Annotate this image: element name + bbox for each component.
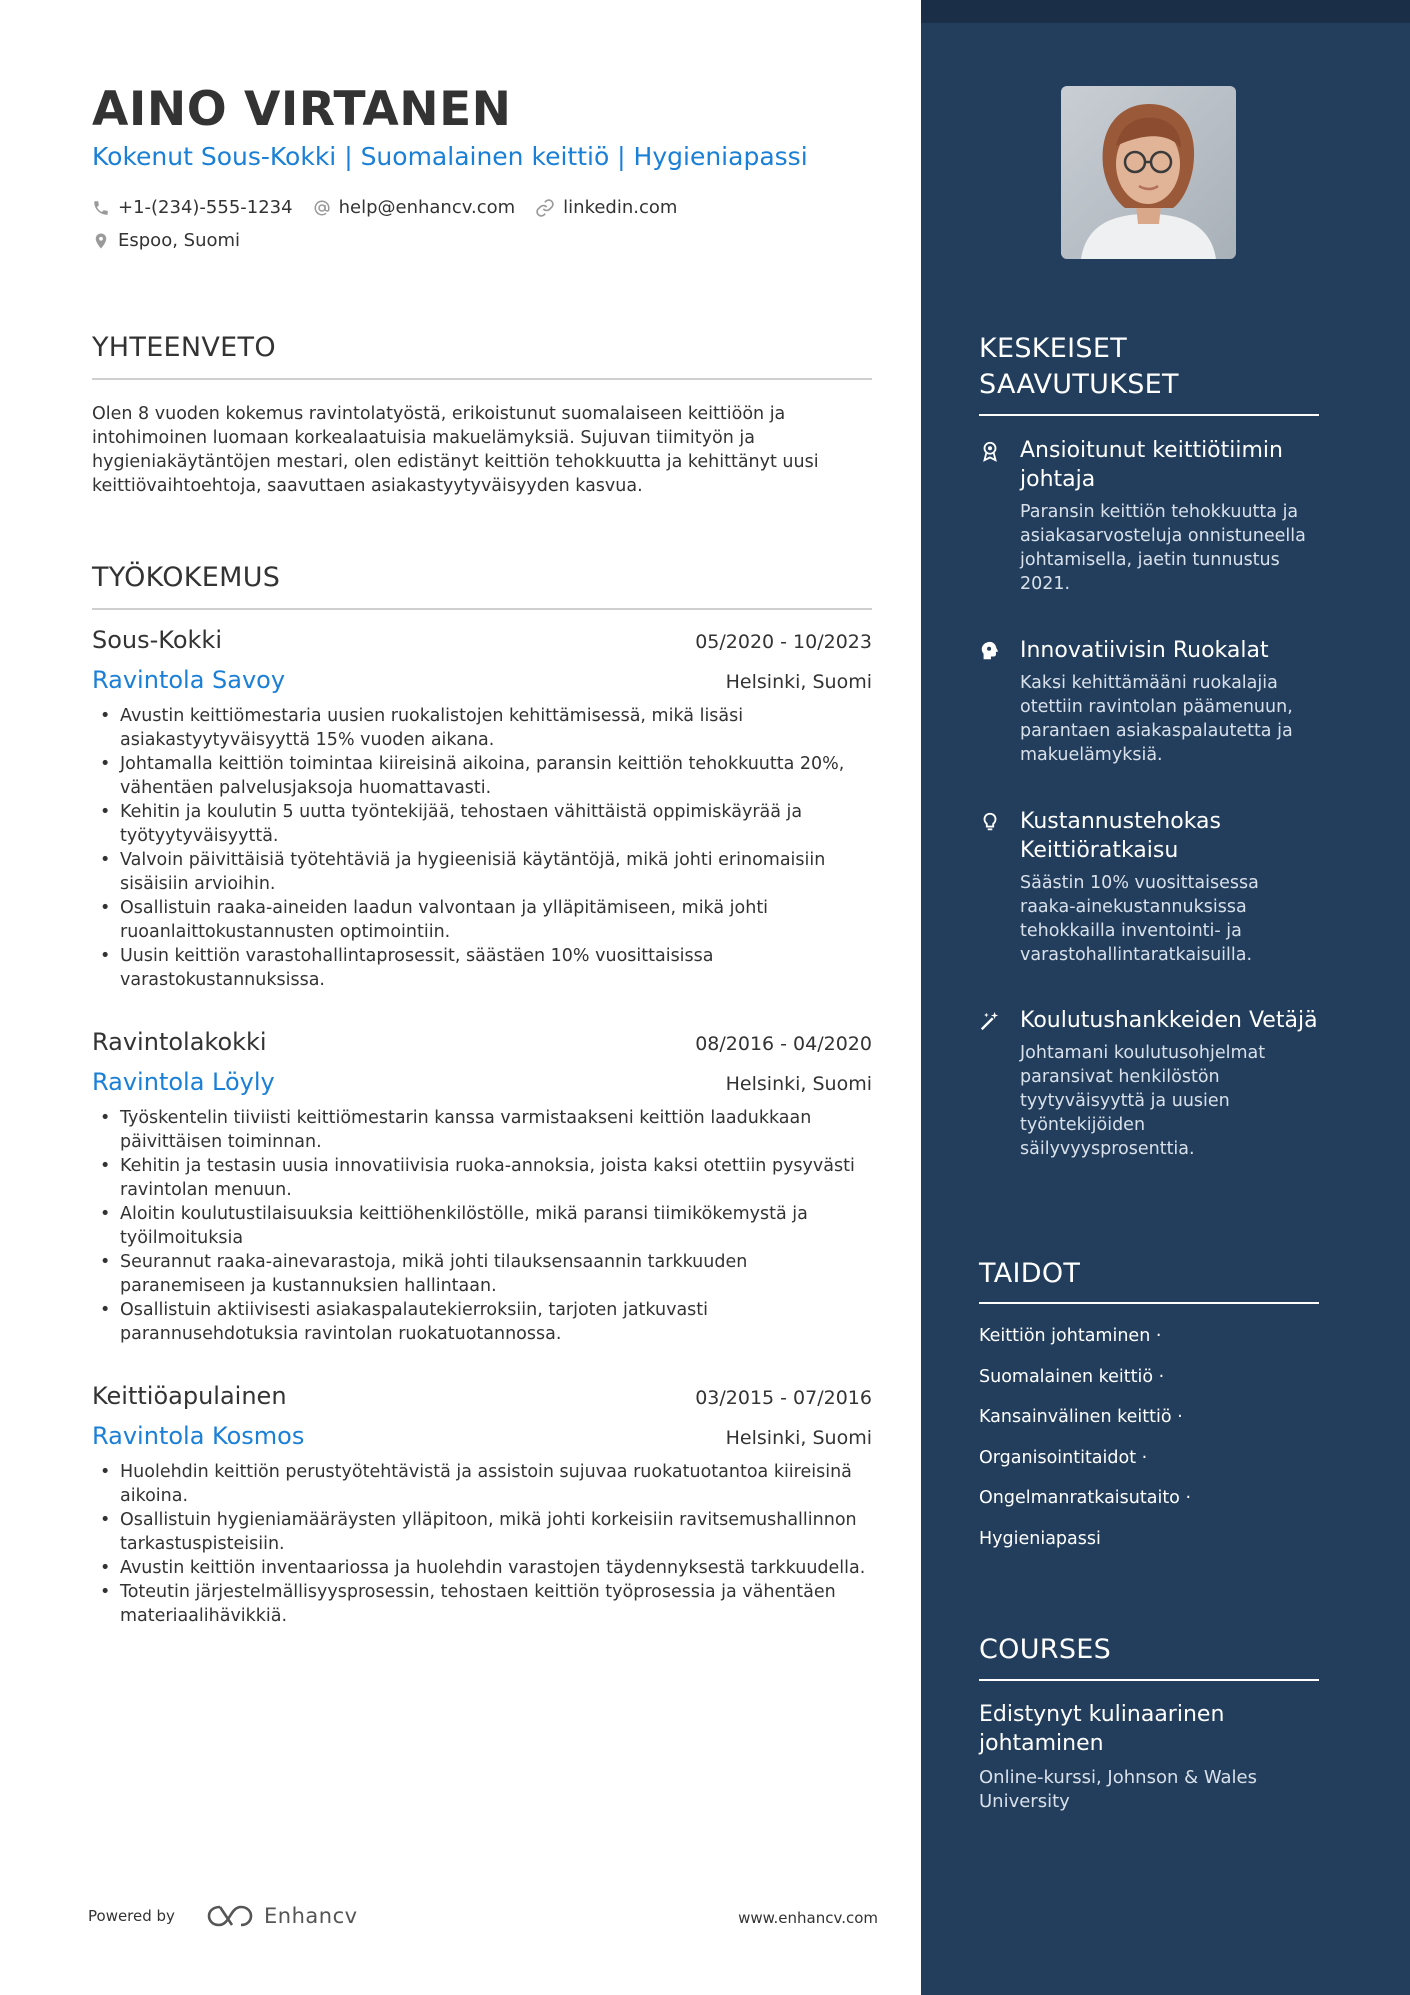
- sidebar-top-band: [921, 0, 1410, 23]
- bullet-item: • Avustin keittiön inventaariossa ja huolehdin varastojen täydennyksestä tarkkuudella.: [92, 1556, 872, 1580]
- profile-photo-illustration: [1061, 86, 1236, 259]
- achievement-title: Kustannustehokas Keittiöratkaisu: [1020, 809, 1221, 863]
- section-divider: [92, 378, 872, 380]
- link-icon: [535, 198, 555, 218]
- achievement-desc: Paransin keittiön tehokkuutta ja asiakasarvosteluja onnistuneella johtamisella, jaetin tunnustus 2021.: [1020, 502, 1306, 594]
- footer: [88, 1900, 878, 1940]
- job-dates: 05/2020 - 10/2023: [695, 631, 872, 653]
- summary-title: YHTEENVETO: [92, 332, 276, 363]
- bullet-item: • Avustin keittiömestaria uusien ruokalistojen kehittämisessä, mikä lisäsi asiakastyytyväisyyttä 15% vuoden aikana.: [92, 704, 872, 752]
- location-pin-icon: [92, 231, 110, 251]
- job-bullets: [92, 704, 872, 992]
- courses-title: COURSES: [979, 1634, 1112, 1665]
- job-bullets: [92, 1460, 872, 1628]
- job-location: Helsinki, Suomi: [725, 671, 872, 693]
- brand-name: Enhancv: [264, 1904, 358, 1928]
- skill-item: Keittiön johtaminen ·: [979, 1326, 1162, 1346]
- job-title: Ravintolakokki: [92, 1028, 267, 1056]
- location-text: Espoo, Suomi: [118, 230, 241, 251]
- at-sign-icon: [313, 199, 331, 217]
- bullet-item: • Osallistuin hygieniamääräysten ylläpitoon, mikä johti korkeisiin ravitsemushallinnon tarkastuspisteisiin.: [92, 1508, 872, 1556]
- award-ribbon-icon: [979, 440, 1001, 462]
- skill-item: Kansainvälinen keittiö ·: [979, 1407, 1183, 1427]
- job-title: Keittiöapulainen: [92, 1382, 287, 1410]
- job-location: Helsinki, Suomi: [725, 1073, 872, 1095]
- job-company: Ravintola Savoy: [92, 666, 286, 694]
- bullet-item: • Kehitin ja koulutin 5 uutta työntekijää, tehostaen vähittäistä oppimiskäyrää ja työtyytyväisyyttä.: [92, 800, 872, 848]
- section-divider: [979, 1302, 1319, 1304]
- bullet-item: • Uusin keittiön varastohallintaprosessit, säästäen 10% vuosittaisissa varastokustannuksissa.: [92, 944, 872, 992]
- sidebar: [921, 0, 1410, 1995]
- enhancv-logo[interactable]: [206, 1902, 358, 1930]
- contact-row: [92, 197, 697, 218]
- achievement-title: Ansioitunut keittiötiimin johtaja: [1020, 438, 1283, 492]
- job-location: Helsinki, Suomi: [725, 1427, 872, 1449]
- phone-icon: [92, 199, 110, 217]
- skill-item: Hygieniapassi: [979, 1529, 1101, 1549]
- job-dates: 08/2016 - 04/2020: [695, 1033, 872, 1055]
- phone-text: +1-(234)-555-1234: [118, 197, 293, 218]
- skill-item: Ongelmanratkaisutaito ·: [979, 1488, 1192, 1508]
- lightbulb-icon: [979, 811, 1001, 833]
- email-text[interactable]: help@enhancv.com: [338, 197, 516, 218]
- contact-email[interactable]: [313, 197, 516, 218]
- head-idea-icon: [979, 640, 1001, 662]
- bullet-item: • Huolehdin keittiön perustyötehtävistä ja assistoin sujuvaa ruokatuotantoa kiireisinä aikoina.: [92, 1460, 872, 1508]
- job-company: Ravintola Kosmos: [92, 1422, 305, 1450]
- section-divider: [979, 414, 1319, 416]
- achievement-item: [979, 436, 1319, 596]
- bullet-item: • Valvoin päivittäisiä työtehtäviä ja hygieenisiä käytäntöjä, mikä johti erinomaisiin sisäisiin arvioihin.: [92, 848, 872, 896]
- section-divider: [92, 608, 872, 610]
- bullet-item: • Johtamalla keittiön toimintaa kiireisinä aikoina, paransin keittiön tehokkuutta 20%, vähentäen palvelusjaksoja huomattavasti.: [92, 752, 872, 800]
- skill-item: Suomalainen keittiö ·: [979, 1367, 1165, 1387]
- bullet-item: • Työskentelin tiiviisti keittiömestarin kanssa varmistaakseni keittiön laadukkaan päivittäisen toiminnan.: [92, 1106, 872, 1154]
- summary-text: Olen 8 vuoden kokemus ravintolatyöstä, erikoistunut suomalaiseen keittiöön ja intohimoinen luomaan korkealaatuisia makuelämyksiä. Sujuvan tiimityön ja hygieniakäytäntöjen mestari, olen edistänyt keittiön tehokkuutta ja kehittänyt uusi keittiövaihtoehtoja, saavuttaen asiakastyytyväisyyden kasvua.: [92, 404, 819, 496]
- achievement-title: Innovatiivisin Ruokalat: [1020, 638, 1269, 663]
- achievements-title-line: KESKEISET: [979, 333, 1128, 364]
- headline: Kokenut Sous-Kokki | Suomalainen keittiö | Hygieniapassi: [92, 142, 808, 171]
- contact-location: [92, 230, 240, 251]
- job-title: Sous-Kokki: [92, 626, 222, 654]
- magic-wand-icon: [979, 1010, 1001, 1032]
- bullet-item: • Osallistuin aktiivisesti asiakaspalautekierroksiin, tarjoten jatkuvasti parannusehdotuksia ravintolan ruokatuotannossa.: [92, 1298, 872, 1346]
- section-divider: [979, 1679, 1319, 1681]
- job-entry: [92, 626, 872, 992]
- achievement-desc: Johtamani koulutusohjelmat paransivat henkilöstön tyytyväisyyttä ja uusien työntekijöiden säilyvyysprosenttia.: [1020, 1043, 1266, 1159]
- profile-photo: [1061, 86, 1236, 259]
- achievements-title: [979, 331, 1179, 403]
- powered-by-label: Powered by: [88, 1907, 175, 1925]
- enhancv-logo-icon: [206, 1902, 254, 1930]
- linkedin-text[interactable]: linkedin.com: [563, 197, 678, 218]
- skills-title: TAIDOT: [979, 1258, 1081, 1289]
- job-company: Ravintola Löyly: [92, 1068, 275, 1096]
- contact-linkedin[interactable]: [535, 197, 677, 218]
- bullet-item: • Seurannut raaka-ainevarastoja, mikä johti tilauksensaannin tarkkuuden paranemiseen ja kustannuksien hallintaan.: [92, 1250, 872, 1298]
- course-title: Edistynyt kulinaarinen johtaminen: [979, 1702, 1225, 1756]
- bullet-item: • Toteutin järjestelmällisyysprosessin, tehostaen keittiön työprosessia ja vähentäen materiaalihävikkiä.: [92, 1580, 872, 1628]
- achievement-desc: Kaksi kehittämääni ruokalajia otettiin ravintolan päämenuun, parantaen asiakaspalautetta ja makuelämyksiä.: [1020, 673, 1293, 765]
- achievement-item: [979, 636, 1319, 767]
- course-provider: Online-kurssi, Johnson & Wales University: [979, 1767, 1257, 1812]
- achievement-title: Koulutushankkeiden Vetäjä: [1020, 1008, 1318, 1033]
- job-bullets: [92, 1106, 872, 1346]
- site-link[interactable]: www.enhancv.com: [738, 1909, 878, 1927]
- achievement-desc: Säästin 10% vuosittaisessa raaka-ainekustannuksissa tehokkailla inventointi- ja varastohallintaratkaisuilla.: [1020, 873, 1259, 965]
- achievement-item: [979, 1006, 1319, 1161]
- bullet-item: • Kehitin ja testasin uusia innovatiivisia ruoka-annoksia, joista kaksi otettiin pysyvästi ravintolan menuun.: [92, 1154, 872, 1202]
- candidate-name: AINO VIRTANEN: [92, 82, 512, 137]
- achievements-title-line: SAAVUTUKSET: [979, 369, 1179, 400]
- bullet-item: • Osallistuin raaka-aineiden laadun valvontaan ja ylläpitämiseen, mikä johti ruoanlaittokustannusten optimointiin.: [92, 896, 872, 944]
- skill-item: Organisointitaidot ·: [979, 1448, 1148, 1468]
- bullet-item: • Aloitin koulutustilaisuuksia keittiöhenkilöstölle, mikä paransi tiimikökemystä ja työilmoituksia: [92, 1202, 872, 1250]
- contact-phone: [92, 197, 293, 218]
- experience-title: TYÖKOKEMUS: [92, 562, 281, 593]
- job-entry: [92, 1382, 872, 1628]
- achievement-item: [979, 807, 1319, 967]
- job-entry: [92, 1028, 872, 1346]
- job-dates: 03/2015 - 07/2016: [695, 1387, 872, 1409]
- contact-row: [92, 230, 260, 251]
